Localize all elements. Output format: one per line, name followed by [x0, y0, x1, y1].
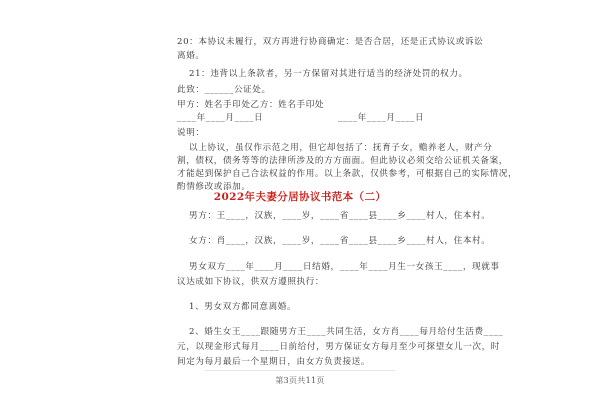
date-line-right: ____年____月____日 — [338, 113, 425, 123]
clause-1: 1、男女双方都同意离婚。 — [189, 302, 297, 312]
paragraph-note-4: 酌情修改或添加。 — [177, 182, 251, 192]
page-footer: 第3页共11页 — [275, 376, 325, 385]
paragraph-note-1: 以上协议，虽仅作示范之用，但它却包括了：抚育子女，赡养老人，财产分 — [189, 143, 493, 153]
paragraph-note-2: 割，债权，债务等等的法律所涉及的方方面面。但此协议必须交给公证机关备案， — [177, 156, 508, 166]
party-male-line: 男方：王____，汉族，____岁，____省____县____乡____村人，住本村。 — [189, 211, 491, 221]
paragraph-note-label: 说明： — [177, 128, 205, 138]
paragraph-notary: 此致：______公证处。 — [177, 85, 271, 95]
paragraph-clause-20-cont: 离婚。 — [177, 51, 205, 61]
clause-2-cont-2: 间定为每月最后一个星期日，由女方负责接送。 — [177, 357, 371, 367]
party-female-line: 女方：肖____，汉族，____岁，____省____县____乡____村人，住本村。 — [189, 236, 491, 246]
paragraph-note-3: 才能起到保护自己合法权益的作用。以上条款，仅供参考，可根据自己的实际情况， — [177, 169, 518, 179]
clause-2-cont-1: 元，以现金形式每月____日前给付，男方保证女方每月至少可探望女儿一次，时 — [177, 342, 500, 352]
clause-2: 2、婚生女王____跟随男方王____共同生活，女方肖____每月给付生活费____ — [189, 327, 504, 337]
footer-divider — [205, 370, 395, 371]
section-title: 2022年夫妻分居协议书范本（二） — [213, 191, 387, 203]
marriage-line: 男女双方____年____月____日结婚，____年____月生一女孩王____，现就事 — [189, 262, 500, 272]
paragraph-clause-20: 20：本协议未履行，双方再进行协商确定：是否合居，还是正式协议或诉讼 — [177, 37, 484, 47]
date-line-left: ____年____月____日 — [177, 113, 264, 123]
marriage-line-cont: 议达成如下协议，供双方遵照执行： — [177, 277, 325, 287]
paragraph-signatures: 甲方：姓名手印处乙方：姓名手印处 — [177, 100, 325, 110]
paragraph-clause-21: 21：违背以上条款者，另一方保留对其进行适当的经济处罚的权力。 — [189, 69, 468, 79]
